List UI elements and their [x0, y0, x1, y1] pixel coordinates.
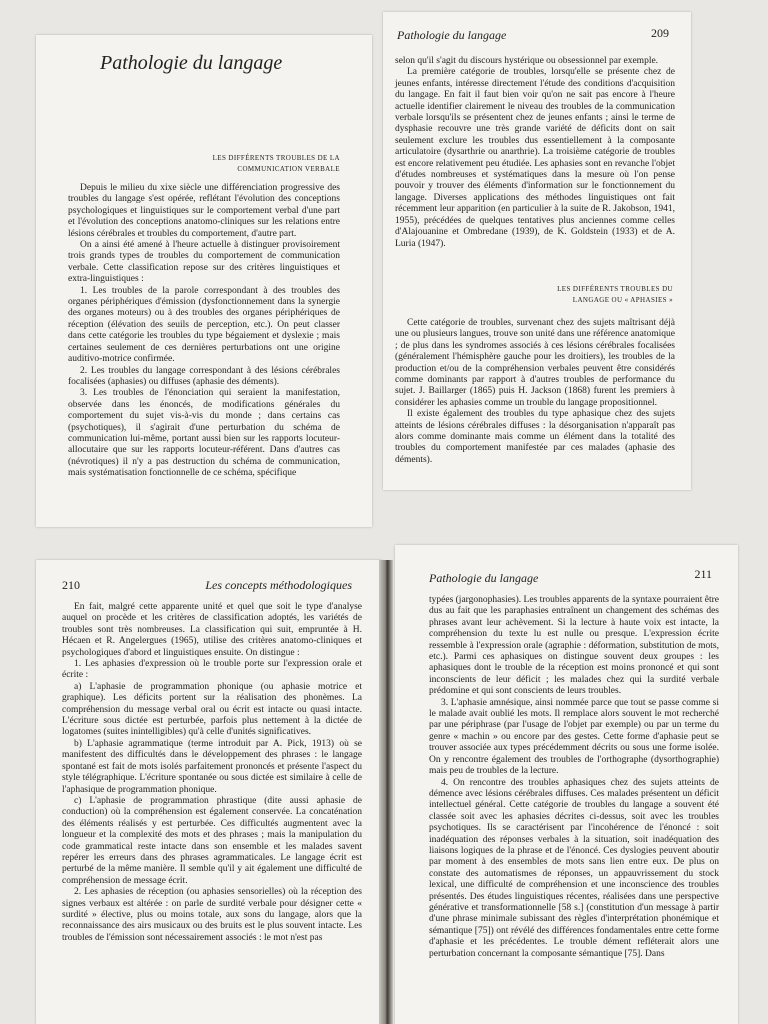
chapter-title: Pathologie du langage	[100, 52, 283, 74]
paragraph: 4. On rencontre des troubles aphasiques chez des sujets atteints de démence avec lésions cérébrales diffuses. Ces malades présentent un déficit intellectuel général. Cette catégorie de troubles du langage a souvent été classée soit avec les aphasies décrites ci-dessus, soit avec les troubles psychotiques. Ils se caractérisent par l'incohérence de l'énoncé : soit inadéquation des réponses verbales à la situation, soit inadéquation des liaisons logiques de la phrase et de l'énoncé. Ces dyslogies peuvent aboutir par moment à des ensembles de mots sans lien entre eux. De plus on constate des automatismes de réponses, un appauvrissement du stock lexical, une difficulté de compréhension et une inconscience des troubles présentés. Des études linguistiques récentes, réalisées dans une perspective générative et transformationnelle [58 s.] (constitution d'un message à partir d'une phrase minimale subissant des règles d'interprétation phonémique et sémantique [75]) ont révélé des différences fondamentales entre cette forme d'aphasie et les précédentes. Le trouble dément refléterait alors une perturbation concernant la composante sémantique [75]. Dans	[429, 777, 719, 959]
page-top-left	[36, 35, 372, 527]
section-heading: LES DIFFÉRENTS TROUBLES DU LANGAGE OU « APHASIES »	[557, 285, 673, 304]
paragraph: La première catégorie de troubles, lorsqu'elle se présente chez de jeunes enfants, intéresse directement l'étude des conditions d'acquisition du langage. En fait il faut bien voir qu'on ne sait pas encore à l'heure actuelle identifier clairement le niveau des troubles de la communication verbale lorsqu'ils se présentent chez de jeunes enfants ; ainsi le terme de dysphasie recouvre une très grande variété de déficits dont on sait seulement exclure les troubles dus essentiellement à la composante articulatoire (dysarthrie ou anarthrie). La troisième catégorie de troubles est encore relativement peu étudiée. Les aphasies sont en revanche l'objet d'études nombreuses et systématiques dans la mesure où l'on pense pouvoir y trouver des éléments d'information sur le fonctionnement du langage. Diverses applications des méthodes linguistiques ont fait récemment leur apparition (en particulier à la suite de R. Jakobson, 1941, 1955), précédées de quelques tentatives plus anciennes comme celles d'Alajouanine et Ombredane (1939), de K. Goldstein (1933) et de A. Luria (1947).	[395, 67, 675, 249]
paragraph: Depuis le milieu du xixe siècle une différenciation progressive des troubles du langage s'est opérée, reflétant l'évolution des conceptions psychologiques et linguistiques sur le comportement verbal d'une part et l'évolution des conceptions anatomo-cliniques sur les relations entre lésions cérébrales et troubles du comportement, d'autre part.	[68, 183, 340, 239]
page-number: 211	[694, 567, 712, 581]
body-text	[395, 56, 675, 250]
paragraph: Il existe également des troubles du type aphasique chez des sujets atteints de lésions cérébrales diffuses : la désorganisation n'apparaît pas alors comme dominante mais comme un élément dans la totalité des troubles du comportement manifestée par ces malades (aphasie des déments).	[395, 409, 675, 465]
section-heading: LES DIFFÉRENTS TROUBLES DE LA COMMUNICATION VERBALE	[212, 154, 340, 173]
body-text	[395, 318, 675, 466]
paragraph: 2. Les aphasies de réception (ou aphasies sensorielles) où la réception des signes verbaux est altérée : on parle de surdité verbale pour désigner cette « surdité » élective, plus ou moins totale, aux sons du langage, alors que la reconnaissance des airs musicaux ou des bruits est le plus souvent intacte. Les troubles de l'émission sont nécessairement associés : le mot n'est pas	[62, 887, 362, 943]
running-head: Pathologie du langage	[397, 28, 507, 42]
paragraph: En fait, malgré cette apparente unité et quel que soit le type d'analyse auquel on procède et les critères de classification adoptés, les variétés de troubles sont très nombreuses. La classification qui suit, empruntée à H. Hécaen et R. Angelergues (1965), utilise des critères anatomo-cliniques et psychologiques d'abord et linguistiques ensuite. On distingue :	[62, 602, 362, 658]
paragraph: typées (jargonophasies). Les troubles apparents de la syntaxe pourraient être dus au fait que les paraphasies entraînent un changement des schémas des phrases avant leur achèvement. Si la lecture à haute voix est intacte, la compréhension du texte lu est nulle ou presque. L'expression écrite ressemble à l'expression orale (agraphie : déformation, substitution de mots, etc.). Parmi ces aphasiques on distingue souvent deux groupes : les aphasiques dont le trouble de la réception est moins prononcé et qui sont inconscients de leur déficit ; les malades chez qui la surdité verbale prédomine et qui sont conscients de leurs troubles.	[429, 595, 720, 697]
running-head: Les concepts méthodologiques	[205, 578, 352, 592]
paragraph: 3. Les troubles de l'énonciation qui seraient la manifestation, observée dans les énoncés, de modifications générales du comportement du sujet vis-à-vis du monde ; dans certains cas (psychotiques), il s'agirait d'une perturbation du schéma de communication lui-même, portant aussi bien sur les rapports locuteur-allocutaire que sur les rapports locuteur-référent. Dans d'autres cas (névrotiques) il n'y a pas destruction du schéma de communication, mais systématisation fonctionnelle de ce schéma, spécifique	[68, 388, 340, 479]
page-number: 209	[651, 26, 669, 40]
paragraph: On a ainsi été amené à l'heure actuelle à distinguer provisoirement trois grands types de troubles du comportement de communication verbale. Cette classification repose sur des critères linguistiques et extra-linguistiques :	[68, 240, 340, 285]
book-gutter	[379, 560, 393, 1024]
paragraph: b) L'aphasie agrammatique (terme introduit par A. Pick, 1913) où se manifestent des difficultés dans le développement des phrases : le langage spontané est fait de mots isolés parfaitement prononcés et présente l'aspect du style télégraphique. L'écriture spontanée ou sous dictée est similaire à celle de l'aphasique de programmation phonique.	[62, 738, 362, 795]
paragraph: a) L'aphasie de programmation phonique (ou aphasie motrice et graphique). Les déficits portent sur la réalisation des phonèmes. La compréhension du message verbal oral ou écrit est intacte ou quasi intacte. L'écriture sous dictée est perturbée, parfois plus nettement à la dictée de logatomes (suites inintelligibles) qu'à celle d'unités significatives.	[62, 681, 362, 738]
body-text	[62, 602, 362, 944]
paragraph: 3. L'aphasie amnésique, ainsi nommée parce que tout se passe comme si le malade avait oublié les mots. Il remplace alors souvent le mot recherché par une périphrase (par l'usage de l'objet par exemple) ou par un terme du genre « machin » ou encore par des gestes. Cette forme d'aphasie peut se trouver associée aux types précédemment décrits ou sous une forme isolée. On y rencontre également des troubles de l'orthographe (dysorthographie) mais peu de troubles de la lecture.	[429, 697, 719, 777]
paragraph: Cette catégorie de troubles, survenant chez des sujets maîtrisant déjà une ou plusieurs langues, trouve son unité dans une référence anatomique ; de plus dans les syndromes associés à ces lésions cérébrales focalisées (généralement l'hémisphère gauche pour les droitiers), les troubles de la production et/ou de la compréhension verbales peuvent être considérés comme dominants par rapport à d'autres troubles de performance du sujet. J. Baillarger (1865) puis H. Jackson (1868) furent les premiers à considérer les aphasies comme un trouble du langage propositionnel.	[395, 318, 675, 408]
paragraph: 2. Les troubles du langage correspondant à des lésions cérébrales focalisées (aphasies) ou diffuses (aphasie des déments).	[68, 365, 340, 387]
running-head: Pathologie du langage	[429, 571, 539, 585]
body-text	[68, 183, 340, 480]
page-bottom-right	[395, 545, 738, 1024]
body-text	[429, 595, 719, 960]
paragraph: c) L'aphasie de programmation phrastique (dite aussi aphasie de conduction) où la compréhension est également conservée. La concaténation des éléments réalisés y est perturbée. Ces difficultés augmentent avec la longueur et la complexité des mots et des phrases ; mais la manipulation du code grammatical reste intacte dans son ensemble et les malades savent repérer les erreurs dans des phrases agrammaticales. Le langage écrit est perturbé de la même manière. Il semble qu'il y ait également une difficulté de compréhension de message écrit.	[62, 795, 362, 886]
page-top-right	[383, 12, 691, 490]
paragraph: 1. Les troubles de la parole correspondant à des troubles des organes périphériques d'émission (dysfonctionnement dans la synergie des organes moteurs) ou à des troubles des organes périphériques de réception (élévation des seuils de perception, etc.). On peut classer dans cette catégorie les troubles du type bégaiement et dyslexie ; mais certaines seulement de ces dernières perturbations ont une origine auditivo-motrice confirmée.	[68, 285, 340, 365]
paragraph: selon qu'il s'agit du discours hystérique ou obsessionnel par exemple.	[395, 56, 659, 66]
page-bottom-left	[36, 560, 382, 1024]
page-number: 210	[62, 578, 80, 592]
paragraph: 1. Les aphasies d'expression où le trouble porte sur l'expression orale et écrite :	[62, 659, 362, 681]
